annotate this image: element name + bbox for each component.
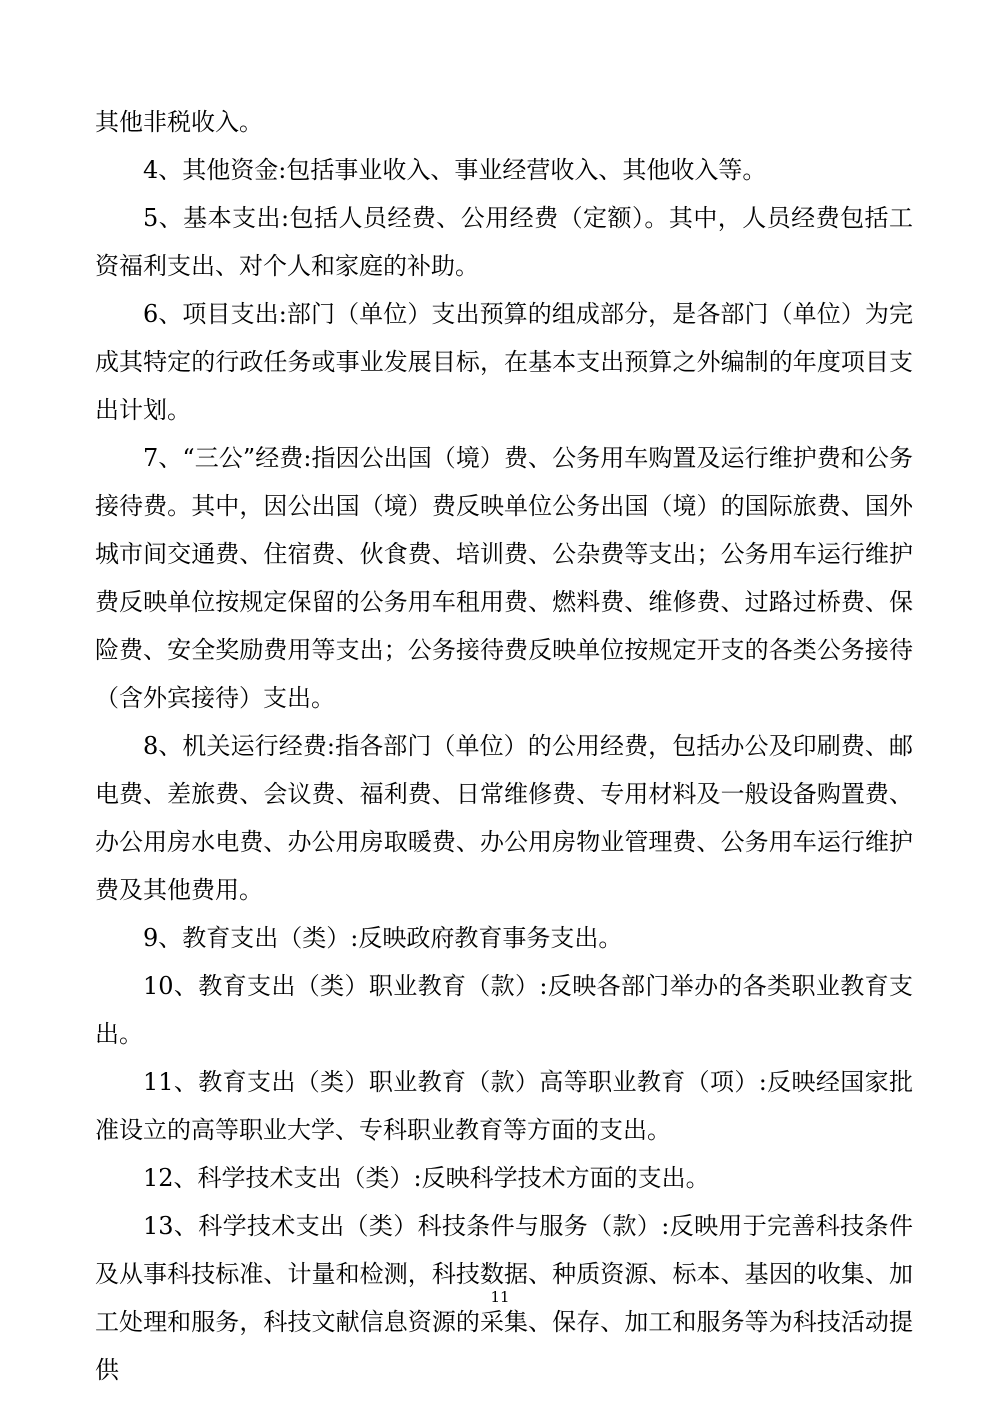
page-number: 11 [490, 1288, 510, 1306]
paragraph: 6、项目支出:部门（单位）支出预算的组成部分，是各部门（单位）为完成其特定的行政任务或事业发展目标，在基本支出预算之外编制的年度项目支出计划。 [95, 300, 913, 424]
paragraph: 其他非税收入。 [95, 108, 263, 136]
paragraph: 11、教育支出（类）职业教育（款）高等职业教育（项）:反映经国家批准设立的高等职业大学、专科职业教育等方面的支出。 [95, 1068, 913, 1144]
paragraph: 4、其他资金:包括事业收入、事业经营收入、其他收入等。 [143, 156, 767, 184]
paragraph: 12、科学技术支出（类）:反映科学技术方面的支出。 [143, 1164, 710, 1192]
paragraph: 7、“三公”经费:指因公出国（境）费、公务用车购置及运行维护费和公务接待费。其中，因公出国（境）费反映单位公务出国（境）的国际旅费、国外城市间交通费、住宿费、伙食费、培训费、公杂费等支出；公务用车运行维护费反映单位按规定保留的公务用车租用费、燃料费、维修费、过路过桥费、保险费、安全奖励费用等支出；公务接待费反映单位按规定开支的各类公务接待（含外宾接待）支出。 [95, 444, 913, 712]
paragraph: 10、教育支出（类）职业教育（款）:反映各部门举办的各类职业教育支出。 [95, 972, 913, 1048]
paragraph: 9、教育支出（类）:反映政府教育事务支出。 [143, 924, 623, 952]
paragraph: 13、科学技术支出（类）科技条件与服务（款）:反映用于完善科技条件及从事科技标准、计量和检测，科技数据、种质资源、标本、基因的收集、加工处理和服务，科技文献信息资源的采集、保存、加工和服务等为科技活动提供 [95, 1212, 913, 1384]
paragraph: 8、机关运行经费:指各部门（单位）的公用经费，包括办公及印刷费、邮电费、差旅费、会议费、福利费、日常维修费、专用材料及一般设备购置费、办公用房水电费、办公用房取暖费、办公用房物业管理费、公务用车运行维护费及其他费用。 [95, 732, 913, 904]
document-body [95, 98, 913, 1394]
paragraph: 5、基本支出:包括人员经费、公用经费（定额）。其中，人员经费包括工资福利支出、对个人和家庭的补助。 [95, 204, 913, 280]
